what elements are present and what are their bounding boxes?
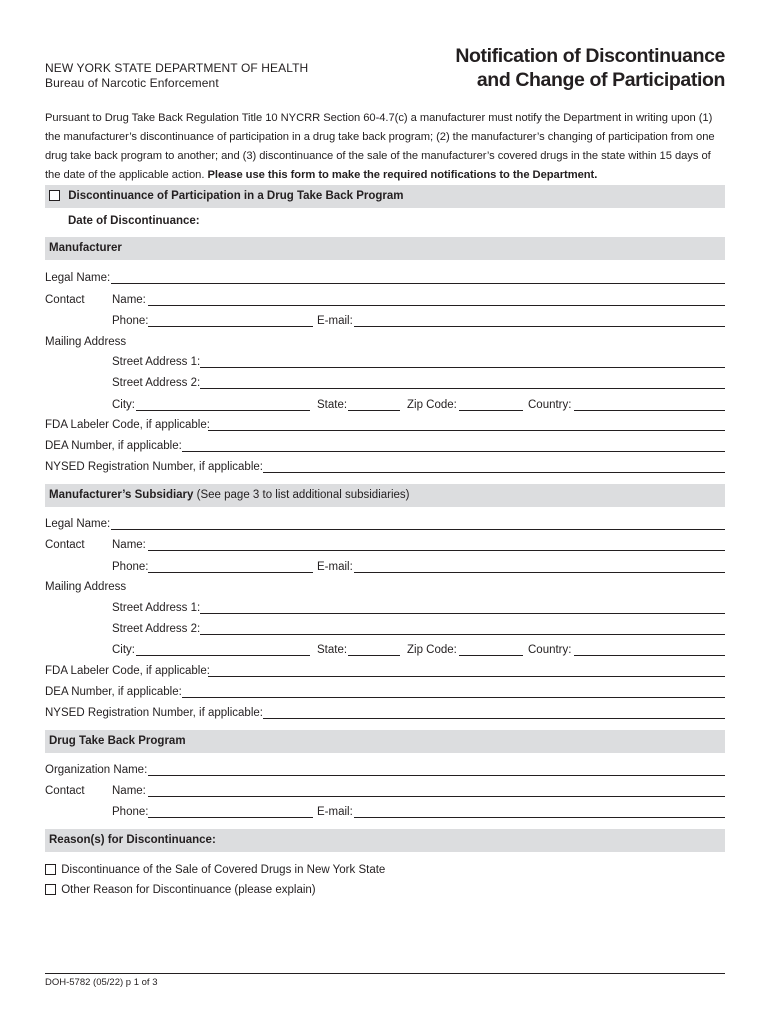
title-line-1: Notification of Discontinuance: [455, 45, 725, 67]
org-name-field[interactable]: [148, 775, 725, 776]
sub-street1-label: Street Address 1:: [112, 602, 201, 614]
intro-paragraph: [45, 109, 725, 185]
subsidiary-heading: Manufacturer’s Subsidiary: [49, 489, 194, 501]
footer-divider: [45, 973, 725, 974]
sub-state-field[interactable]: [348, 655, 400, 656]
title-line-2: and Change of Participation: [476, 69, 725, 91]
program-email-label: E-mail:: [317, 806, 353, 818]
discontinuance-participation-checkbox[interactable]: [49, 190, 60, 201]
mfr-dea-field[interactable]: [182, 451, 725, 452]
agency-name: NEW YORK STATE DEPARTMENT OF HEALTH: [45, 61, 309, 75]
mfr-dea-label: DEA Number, if applicable:: [45, 440, 182, 452]
mfr-state-label: State:: [317, 399, 348, 411]
mfr-state-field[interactable]: [348, 410, 400, 411]
mfr-country-field[interactable]: [574, 410, 725, 411]
sub-contact-label: Contact: [45, 539, 85, 551]
subsidiary-section-bar: [45, 484, 725, 507]
mfr-zip-label: Zip Code:: [407, 399, 457, 411]
mfr-legal-name-label: Legal Name:: [45, 272, 111, 284]
sub-dea-field[interactable]: [182, 697, 725, 698]
sub-zip-field[interactable]: [459, 655, 523, 656]
mfr-mailing-label: Mailing Address: [45, 336, 127, 348]
sub-state-label: State:: [317, 644, 348, 656]
form-title: [455, 44, 725, 92]
reason-option-2: [45, 883, 316, 897]
mfr-fda-label: FDA Labeler Code, if applicable:: [45, 419, 210, 431]
program-heading: Drug Take Back Program: [49, 735, 186, 747]
sub-country-label: Country:: [528, 644, 572, 656]
mfr-street2-label: Street Address 2:: [112, 377, 201, 389]
reason-other-label: Other Reason for Discontinuance (please explain): [61, 884, 316, 896]
sub-street2-label: Street Address 2:: [112, 623, 201, 635]
sub-phone-label: Phone:: [112, 561, 149, 573]
sub-email-field[interactable]: [354, 572, 725, 573]
mfr-legal-name-field[interactable]: [111, 283, 725, 284]
agency-block: [45, 61, 308, 91]
program-phone-field[interactable]: [148, 817, 313, 818]
subsidiary-note: (See page 3 to list additional subsidiaries): [196, 489, 410, 501]
sub-dea-label: DEA Number, if applicable:: [45, 686, 182, 698]
form-id: DOH-5782 (05/22) p 1 of 3: [45, 977, 158, 988]
sub-legal-name-field[interactable]: [111, 529, 725, 530]
mfr-fda-field[interactable]: [208, 430, 725, 431]
discontinuance-section-bar: [45, 185, 725, 208]
sub-country-field[interactable]: [574, 655, 725, 656]
reason-other-checkbox[interactable]: [45, 884, 56, 895]
program-section-bar: [45, 730, 725, 753]
mfr-email-field[interactable]: [354, 326, 725, 327]
sub-name-label: Name:: [112, 539, 146, 551]
reason-option-1: [45, 863, 385, 877]
program-phone-label: Phone:: [112, 806, 149, 818]
mfr-nysed-label: NYSED Registration Number, if applicable:: [45, 461, 263, 473]
mfr-street1-label: Street Address 1:: [112, 356, 201, 368]
reasons-heading: Reason(s) for Discontinuance:: [49, 834, 216, 846]
sub-name-field[interactable]: [148, 550, 725, 551]
bureau-name: Bureau of Narcotic Enforcement: [45, 76, 219, 90]
sub-street2-field[interactable]: [200, 634, 725, 635]
mfr-city-field[interactable]: [136, 410, 310, 411]
mfr-email-label: E-mail:: [317, 315, 353, 327]
manufacturer-section-bar: [45, 237, 725, 260]
mfr-zip-field[interactable]: [459, 410, 523, 411]
mfr-street2-field[interactable]: [200, 388, 725, 389]
intro-text: Pursuant to Drug Take Back Regulation Title 10 NYCRR Section 60-4.7(c) a manufacturer must notify the Department in writing upon (1) the manufacturer’s discontinuance of participation in a drug take back program; (2) the manufacturer’s changing of participation from one drug take back program to another; and (3) discontinuance of the sale of the manufacturer’s covered drugs in the state within 15 days of the date of the applicable action.: [45, 112, 715, 181]
sub-fda-field[interactable]: [208, 676, 725, 677]
mfr-contact-label: Contact: [45, 294, 85, 306]
mfr-nysed-field[interactable]: [263, 472, 725, 473]
mfr-name-field[interactable]: [148, 305, 725, 306]
sub-zip-label: Zip Code:: [407, 644, 457, 656]
mfr-name-label: Name:: [112, 294, 146, 306]
mfr-street1-field[interactable]: [200, 367, 725, 368]
sub-mailing-label: Mailing Address: [45, 581, 127, 593]
mfr-city-label: City:: [112, 399, 135, 411]
sub-street1-field[interactable]: [200, 613, 725, 614]
sub-nysed-label: NYSED Registration Number, if applicable:: [45, 707, 263, 719]
program-name-field[interactable]: [148, 796, 725, 797]
mfr-phone-field[interactable]: [148, 326, 313, 327]
sub-legal-name-label: Legal Name:: [45, 518, 111, 530]
sub-city-label: City:: [112, 644, 135, 656]
program-contact-label: Contact: [45, 785, 85, 797]
sub-nysed-field[interactable]: [263, 718, 725, 719]
sub-city-field[interactable]: [136, 655, 310, 656]
program-name-label: Name:: [112, 785, 146, 797]
mfr-phone-label: Phone:: [112, 315, 149, 327]
mfr-country-label: Country:: [528, 399, 572, 411]
discontinuance-participation-label: Discontinuance of Participation in a Drug Take Back Program: [68, 190, 404, 202]
date-of-discontinuance-label: Date of Discontinuance:: [68, 215, 200, 227]
reason-sale-label: Discontinuance of the Sale of Covered Drugs in New York State: [61, 864, 386, 876]
program-email-field[interactable]: [354, 817, 725, 818]
reasons-section-bar: [45, 829, 725, 852]
sub-email-label: E-mail:: [317, 561, 353, 573]
manufacturer-heading: Manufacturer: [49, 242, 122, 254]
reason-sale-checkbox[interactable]: [45, 864, 56, 875]
org-name-label: Organization Name:: [45, 764, 148, 776]
sub-phone-field[interactable]: [148, 572, 313, 573]
sub-fda-label: FDA Labeler Code, if applicable:: [45, 665, 210, 677]
intro-instruction: Please use this form to make the required notifications to the Department.: [207, 169, 598, 181]
